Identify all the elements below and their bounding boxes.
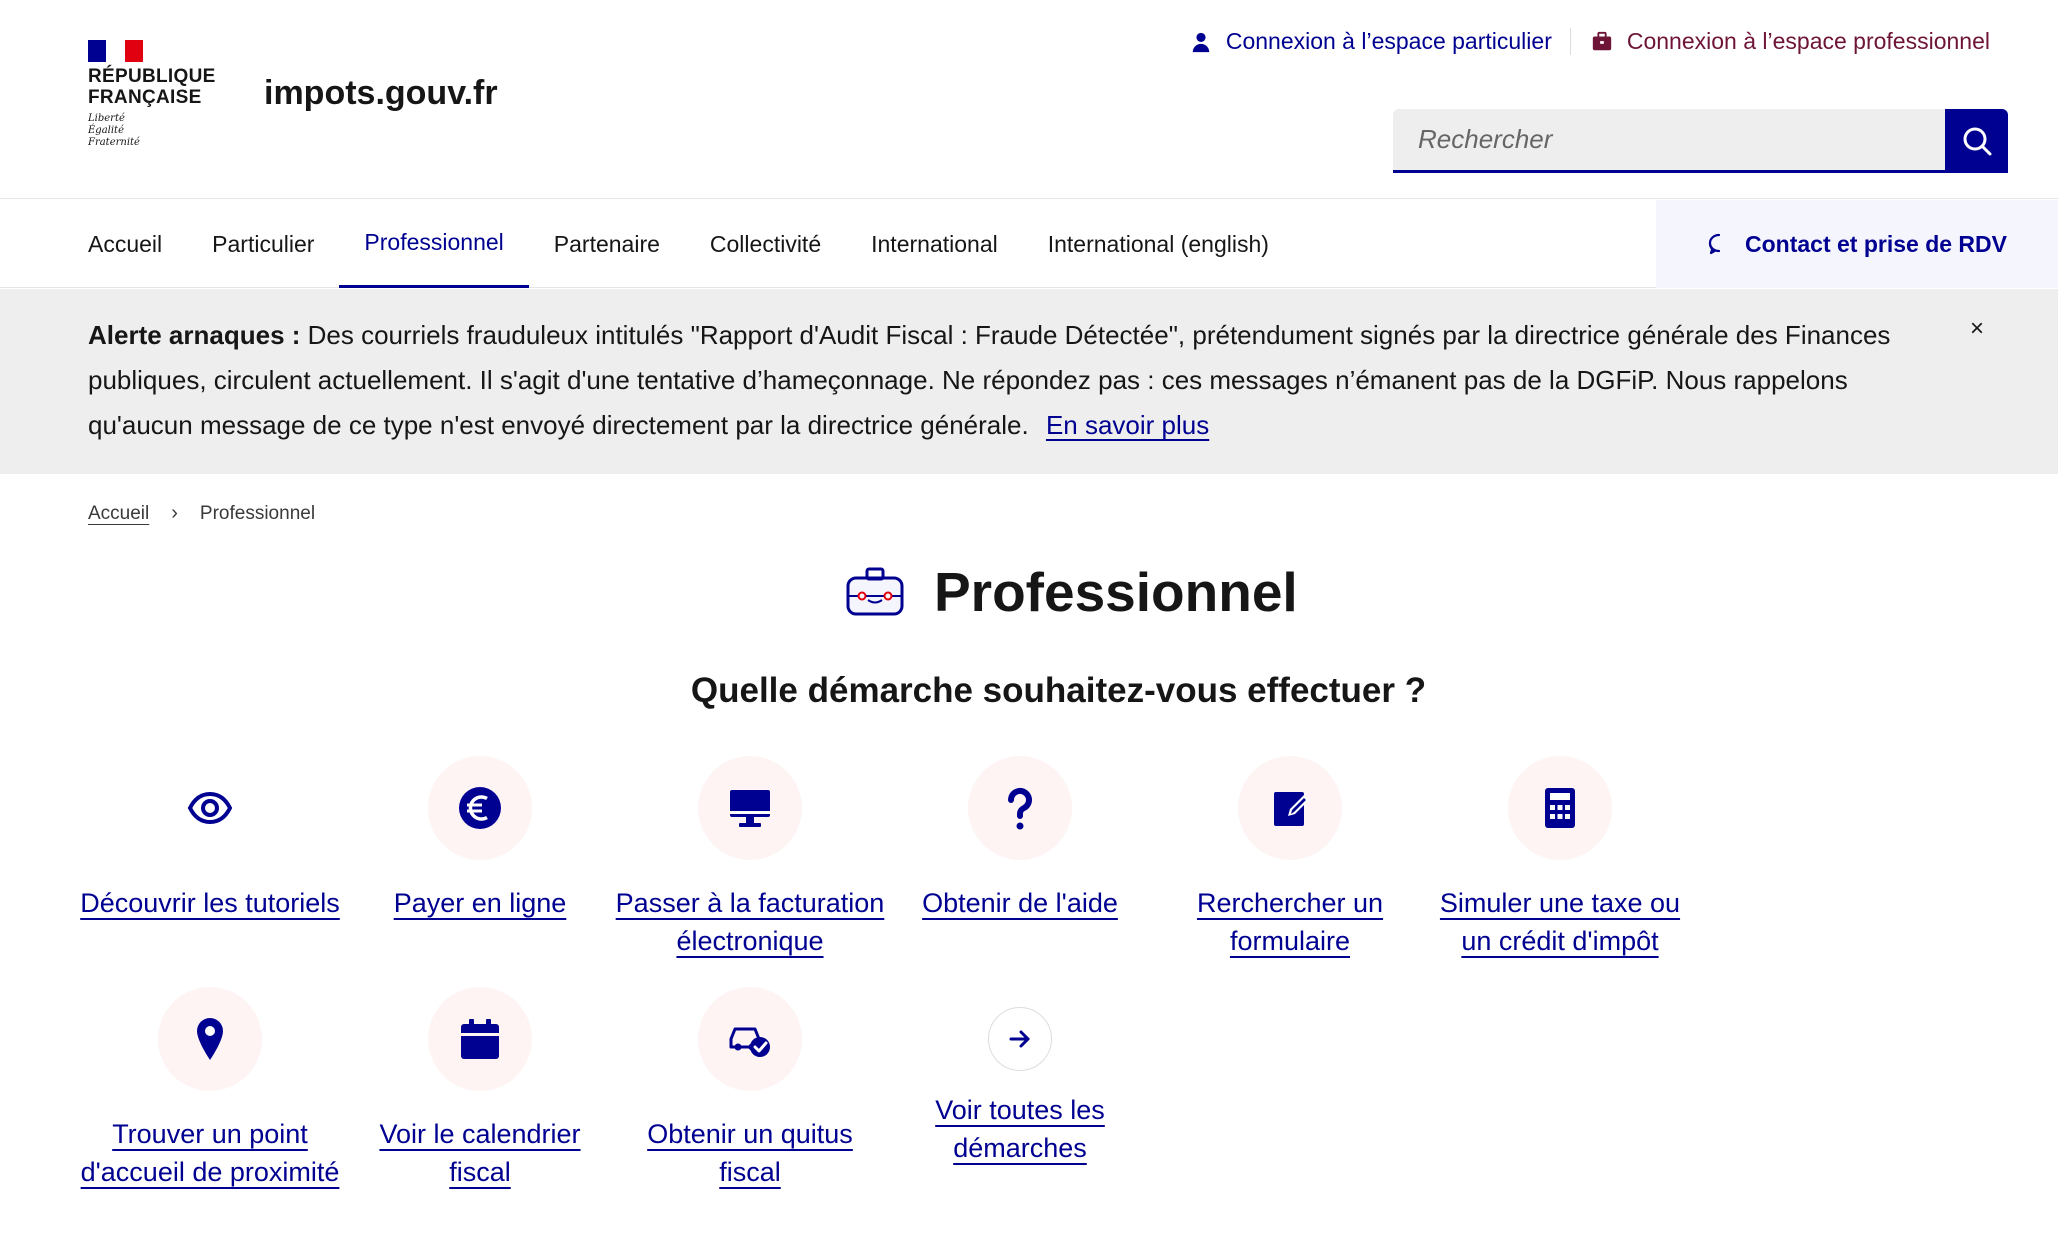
tile-simuler [1425, 756, 1695, 960]
republic-flag-logo [88, 40, 143, 62]
republic-name: RÉPUBLIQUE FRANÇAISE [88, 66, 216, 108]
toolbox-icon [844, 566, 906, 618]
tile-payer-link[interactable]: Payer en ligne [393, 888, 567, 918]
account-links [1190, 28, 1990, 55]
search-button[interactable] [1945, 109, 2008, 173]
contact-rdv-button[interactable]: Contact et prise de RDV [1656, 200, 2058, 288]
page-title-row [844, 560, 1298, 624]
calendar-icon [456, 1015, 504, 1063]
republic-motto: Liberté Égalité Fraternité [88, 113, 140, 148]
tile-toutes-demarches-link[interactable]: Voir toutes les démarches [935, 1095, 1105, 1163]
tile-formulaire [1155, 756, 1425, 960]
tile-tutoriels [75, 756, 345, 922]
breadcrumb [88, 502, 315, 525]
tile-toutes-demarches [885, 987, 1155, 1167]
nav-item-accueil[interactable]: Accueil [88, 230, 163, 257]
arrow-right-icon [1005, 1024, 1035, 1054]
tile-tutoriels-link[interactable]: Découvrir les tutoriels [80, 888, 340, 918]
alert-close-button[interactable]: × [1970, 315, 1985, 342]
site-header [0, 0, 2058, 199]
chat-bubble-icon [1707, 232, 1731, 256]
euro-icon [456, 784, 504, 832]
tile-point-accueil-link[interactable]: Trouver un point d'accueil de proximité [80, 1119, 340, 1187]
section-question: Quelle démarche souhaitez-vous effectuer ? [690, 671, 1427, 710]
map-pin-icon [186, 1015, 234, 1063]
breadcrumb-chevron-icon: › [171, 502, 178, 524]
site-title-link[interactable]: impots.gouv.fr [264, 74, 498, 112]
tile-quitus-link[interactable]: Obtenir un quitus fiscal [647, 1119, 853, 1187]
question-icon [996, 784, 1044, 832]
car-check-icon [726, 1015, 774, 1063]
nav-item-international[interactable]: International [871, 230, 998, 257]
search-icon [1961, 125, 1993, 157]
tile-facturation [615, 756, 885, 960]
page-title: Professionnel [934, 561, 1298, 623]
tile-quitus [615, 987, 885, 1191]
computer-icon [726, 784, 774, 832]
briefcase-icon [1591, 31, 1613, 53]
search-bar [1393, 109, 2008, 173]
tile-facturation-link[interactable]: Passer à la facturation électronique [615, 888, 885, 956]
scam-alert-banner [0, 289, 2058, 474]
nav-item-collectivite[interactable]: Collectivité [709, 230, 822, 257]
main-nav [0, 200, 2058, 288]
nav-item-professionnel[interactable]: Professionnel [339, 200, 528, 288]
alert-body: Des courriels frauduleux intitulés "Rapport d'Audit Fiscal : Fraude Détectée", prétendument signés par la directrice générale des Finances publiques, circulent actuellement. Il s'agit d'une tentative d’hameçonnage. Ne répondez pas : ces messages n’émanent pas de la DGFiP. Nous rappelons qu'aucun message de ce type n'est envoyé directement par la directrice générale. [88, 320, 1891, 440]
user-icon [1190, 31, 1212, 53]
tile-aide-link[interactable]: Obtenir de l'aide [922, 888, 1118, 918]
form-edit-icon [1266, 784, 1314, 832]
breadcrumb-home-link[interactable]: Accueil [88, 502, 150, 524]
eye-icon [186, 784, 234, 832]
login-professionnel-link[interactable]: Connexion à l’espace professionnel [1570, 28, 1990, 55]
tile-formulaire-link[interactable]: Rerchercher un formulaire [1196, 888, 1384, 956]
breadcrumb-current: Professionnel [199, 502, 316, 524]
tile-simuler-link[interactable]: Simuler une taxe ou un crédit d'impôt [1439, 888, 1681, 956]
login-particulier-link[interactable]: Connexion à l’espace particulier [1190, 28, 1570, 55]
nav-item-international-english[interactable]: International (english) [1047, 230, 1269, 257]
alert-learn-more-link[interactable]: En savoir plus [1045, 410, 1210, 440]
all-demarches-arrow-button[interactable] [988, 1007, 1052, 1071]
alert-title: Alerte arnaques : [88, 320, 301, 350]
tile-payer [345, 756, 615, 922]
tile-point-accueil [75, 987, 345, 1191]
search-input[interactable] [1393, 109, 1945, 173]
calculator-icon [1536, 784, 1584, 832]
nav-item-partenaire[interactable]: Partenaire [553, 230, 660, 257]
tile-calendrier-link[interactable]: Voir le calendrier fiscal [379, 1119, 581, 1187]
tile-calendrier [345, 987, 615, 1191]
tile-aide [885, 756, 1155, 922]
nav-item-particulier[interactable]: Particulier [212, 230, 315, 257]
